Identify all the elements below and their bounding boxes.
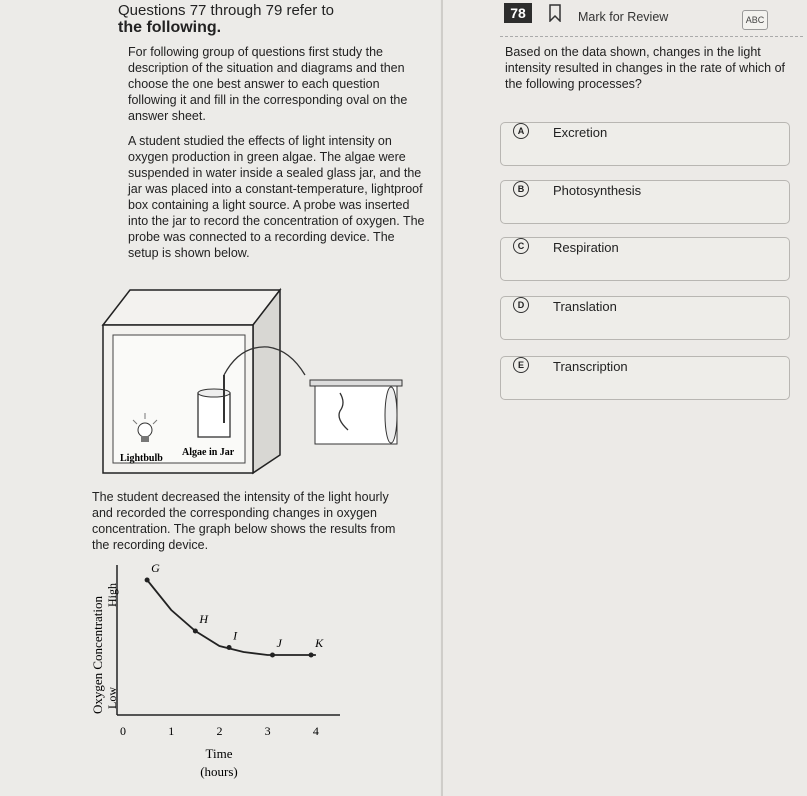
- y-high-label: High: [105, 583, 119, 607]
- data-point-i: [227, 645, 232, 650]
- option-label: Transcription: [553, 359, 628, 374]
- instructions-text: For following group of questions first study the description of the situation and diagrams and then choose the one best answer to each question following it and fill in the corresponding oval on the answer sheet.: [128, 45, 408, 123]
- mark-for-review-button[interactable]: Mark for Review: [578, 10, 669, 24]
- point-label-k: K: [315, 636, 324, 650]
- point-label-h: H: [199, 612, 209, 626]
- y-axis-label: Oxygen Concentration: [90, 595, 105, 715]
- bookmark-icon[interactable]: [548, 4, 562, 22]
- scenario-text: A student studied the effects of light intensity on oxygen production in green algae. The algae were suspended in water inside a sealed glass jar, and the jar was placed into a constant-temperature, lightproof box containing a light source. A probe was inserted into the jar to record the concentration of oxygen. The probe was connected to a recording device. The setup is shown below.: [128, 134, 425, 260]
- point-label-g: G: [151, 561, 160, 575]
- point-label-j: J: [276, 636, 282, 650]
- header-divider: [500, 36, 803, 37]
- question-number: 78: [504, 3, 532, 23]
- lightbulb-label: Lightbulb: [120, 453, 163, 464]
- data-point-g: [145, 578, 150, 583]
- y-low-label: Low: [105, 687, 119, 709]
- passage-title: Questions 77 through 79 refer to: [118, 2, 334, 19]
- option-letter-badge: D: [513, 297, 529, 313]
- option-letter-badge: C: [513, 238, 529, 254]
- x-tick-label: 2: [216, 724, 223, 738]
- x-tick-label: 3: [264, 724, 271, 738]
- data-point-h: [193, 629, 198, 634]
- option-b[interactable]: [500, 180, 790, 224]
- oxygen-graph: [85, 560, 355, 785]
- x-tick-label: 1: [168, 724, 175, 738]
- experiment-setup-diagram: [100, 285, 410, 485]
- strikethrough-abc-button[interactable]: ABC: [742, 10, 768, 30]
- option-e[interactable]: [500, 356, 790, 400]
- option-label: Photosynthesis: [553, 183, 642, 198]
- data-point-k: [309, 653, 314, 658]
- option-letter-badge: B: [513, 181, 529, 197]
- option-a[interactable]: [500, 122, 790, 166]
- data-point-j: [270, 653, 275, 658]
- lightproof-box: [103, 290, 280, 473]
- passage-header: [118, 2, 334, 36]
- x-tick-label: 4: [312, 724, 319, 738]
- option-label: Respiration: [553, 240, 619, 255]
- followup-text: The student decreased the intensity of the light hourly and recorded the corresponding changes in oxygen concentration. The graph below shows the results from the recording device.: [92, 490, 396, 552]
- jar-label: Algae in Jar: [182, 447, 235, 458]
- option-label: Translation: [553, 299, 617, 314]
- option-label: Excretion: [553, 125, 608, 140]
- question-text: Based on the data shown, changes in the light intensity resulted in changes in the rate of which of the following processes?: [505, 45, 786, 91]
- option-letter-badge: E: [513, 357, 529, 373]
- option-c[interactable]: [500, 237, 790, 281]
- recording-device: [310, 380, 402, 444]
- passage-subtitle: the following.: [118, 19, 222, 36]
- x-axis-label-line2: (hours): [200, 764, 238, 779]
- x-axis-label-line1: Time: [205, 746, 233, 761]
- point-label-i: I: [233, 628, 238, 643]
- option-letter-badge: A: [513, 123, 529, 139]
- option-d[interactable]: [500, 296, 790, 340]
- oxygen-series-line: [147, 580, 316, 655]
- x-tick-label: 0: [120, 724, 126, 738]
